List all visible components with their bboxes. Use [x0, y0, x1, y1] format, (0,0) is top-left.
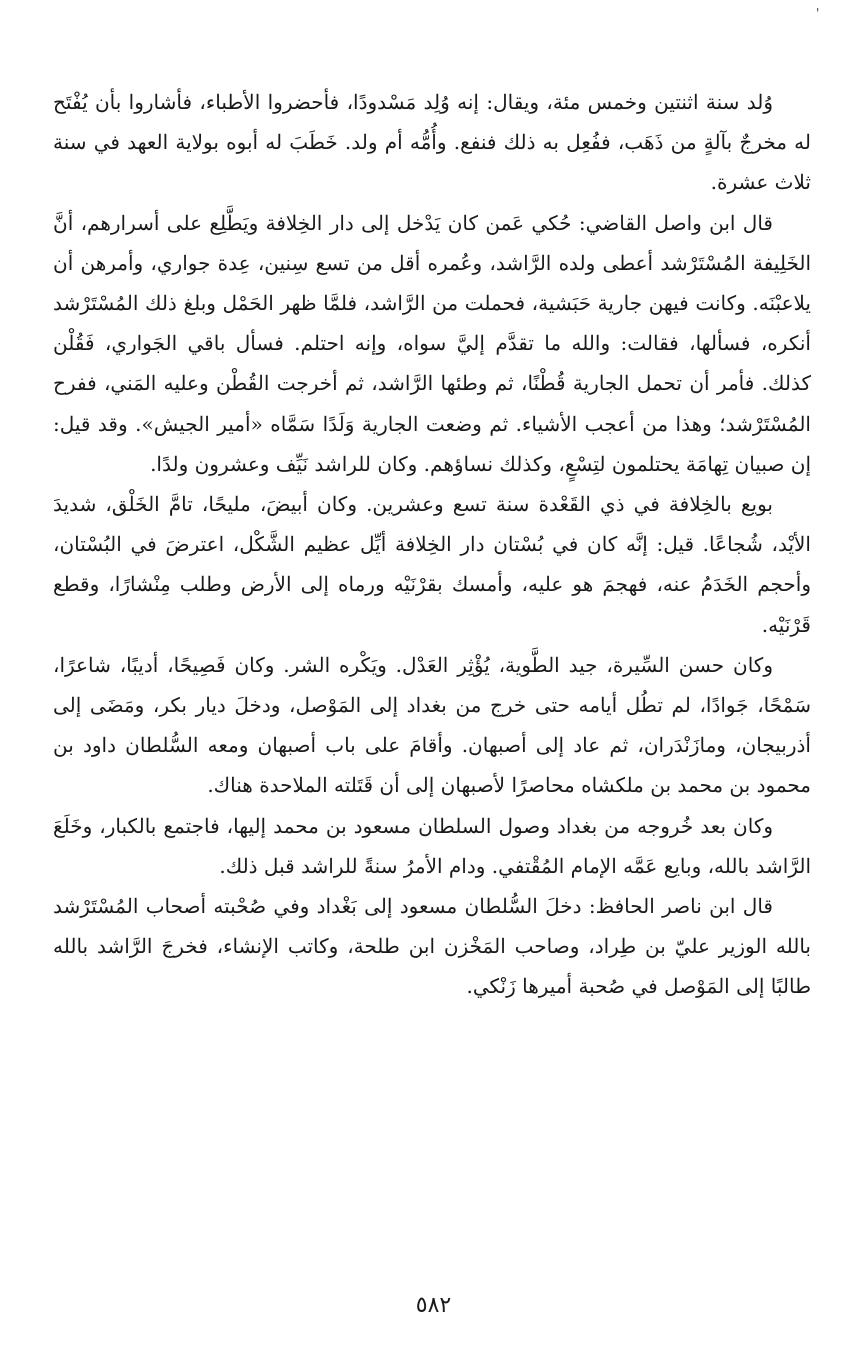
paragraph-character: وكان حسن السِّيرة، جيد الطَّوية، يُؤْثِر العَدْل. ويَكْره الشر. وكان فَصِيحًا، أديبًا، شاعرًا، سَمْحًا، جَوادًا، لم تطُل أيامه حتى خرج من بغداد إلى المَوْصل، ودخلَ ديار بكر، ومَضَى إلى أذربيجان، ومازَنْدَران، ثم عاد إلى أصبهان. وأقامَ على باب أصبهان ومعه السُّلطان داود بن محمود بن محمد بن ملكشاه محاصرًا لأصبهان إلى أن قَتَلته الملاحدة هناك. [53, 652, 812, 798]
page-number: ٥٨٢ [415, 1293, 452, 1318]
paragraph-caliphate-oath: بويع بالخِلافة في ذي القَعْدة سنة تسع وعشرين. وكان أبيضَ، مليحًا، تامَّ الخَلْق، شديدَ الأيْد، شُجاعًا. قيل: إنَّه كان في بُسْتان دار الخِلافة أيِّل عظيم الشَّكْل، اعترضَ في البُسْتان، وأحجم الخَدَمُ عنه، فهجمَ هو عليه، وأمسك بقرْنَيْه ورماه إلى الأرض وطلب مِنْشارًا، وقطع قَرْنَيْه. [53, 492, 811, 637]
paragraph-ibn-nasir: قال ابن ناصر الحافظ: دخلَ السُّلطان مسعود إلى بَغْداد وفي صُحْبته أصحاب المُسْتَرْشد بالله الوزير عليّ بن طِراد، وصاحب المَخْزن ابن طلحة، وكاتب الإنشاء، فخرجَ الرَّاشد بالله طالبًا إلى المَوْصل في صُحبة أميرها زَنْكي. [53, 894, 811, 999]
paragraph-birth: وُلد سنة اثنتين وخمس مئة، ويقال: إنه وُلِد مَسْدودًا، فأحضروا الأطباء، فأشاروا بأن يُفْتَح له مخرجٌ بآلةٍ من ذَهَب، ففُعِل به ذلك فنفع. وأُمُّه أم ولد. خَطَبَ له أبوه بولاية العهد في سنة ثلاث عشرة. [53, 90, 811, 195]
body-text [53, 82, 811, 1007]
paragraph-ibn-wasil: قال ابن واصل القاضي: حُكي عَمن كان يَدْخل إلى دار الخِلافة ويَطَّلِع على أسرارهم، أنَّ الخَلِيفة المُسْتَرْشد أعطى ولده الرَّاشد، وعُمره أقل من تسع سِنين، عِدة جواري، وأمرهن أن يلاعبْنَه. وكانت فيهن جارية حَبَشية، فحملت من الرَّاشد، فلمَّا ظهر الحَمْل وبلغ ذلك المُسْتَرْشد أنكره، فسألها، فقالت: والله ما تقدَّم إليَّ سواه، وإنه احتلم. فسأل باقي الجَواري، فَقُلْن كذلك. فأمر أن تحمل الجارية قُطْنًا، ثم وطئها الرَّاشد، ثم أخرجت القُطْن وعليه المَني، ففرح المُسْتَرْشد؛ وهذا من أعجب الأشياء. ثم وضعت الجارية وَلَدًا سَمَّاه «أمير الجيش». وقد قيل: إن صبيان تِهامَة يحتلمون لتِسْعٍ، وكذلك نساؤهم. وكان للراشد نَيِّف وعشرون ولدًا. [53, 210, 811, 476]
paragraph-deposition: وكان بعد خُروجه من بغداد وصول السلطان مسعود بن محمد إليها، فاجتمع بالكبار، وخَلَعَ الرَّاشد بالله، وبايع عَمَّه الإمام المُقْتفي. ودام الأمرُ سنةً للراشد قبل ذلك. [53, 813, 811, 878]
corner-mark: ' [816, 6, 820, 20]
